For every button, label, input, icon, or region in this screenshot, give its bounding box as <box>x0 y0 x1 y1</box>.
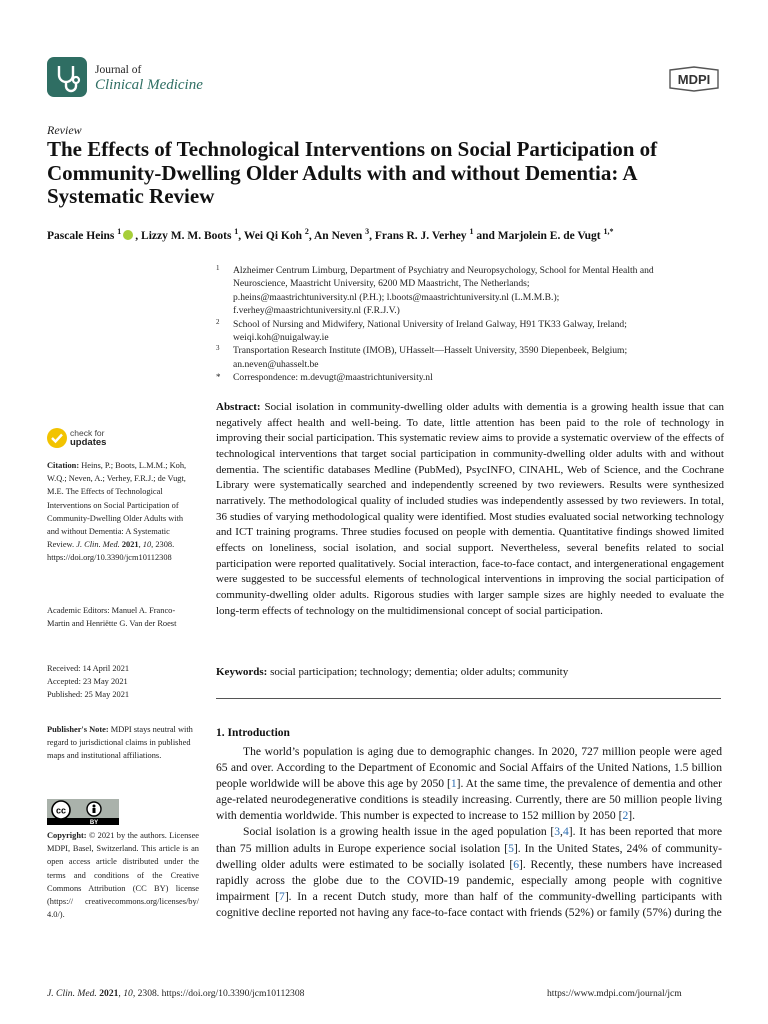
affiliation-line: School of Nursing and Midwifery, National University of Ireland Galway, H91 TK33 Galway, Ireland; <box>233 318 627 330</box>
check-for-updates-button[interactable] <box>47 428 127 450</box>
cc-badge-text: BY <box>89 820 99 825</box>
citation-year: 2021 <box>121 540 139 550</box>
citation-block: Citation: Heins, P.; Boots, L.M.M.; Koh, W.Q.; Neven, A.; Verhey, F.R.J.; de Vugt, M.E. The Effects of Technological Interventions on Social Participation of Community-Dwelling Older Adults with and without Dementia: A Systematic Review. J. Clin. Med. 2021, 10, 2308. https://doi.org/10.3390/jcm10112308 <box>47 461 187 563</box>
affiliation-number: 1 <box>216 264 220 272</box>
publisher-note-label: Publisher's Note: <box>47 725 109 734</box>
footer-year: 2021 <box>99 988 119 999</box>
reference-link[interactable]: 4 <box>562 825 569 839</box>
author-name[interactable]: Frans R. J. Verhey $^1$ <box>374 227 474 242</box>
article-type: Review <box>47 123 82 137</box>
body-text: ]. In a recent Dutch study, more than half of the community-dwelling participants with cognitive decline reported not having any face-to-face contact with friends (52%) or family (57%) during the <box>216 889 722 919</box>
publisher-note <box>47 723 197 763</box>
reference-link[interactable]: 3 <box>554 825 561 839</box>
section-heading-introduction: 1. Introduction <box>216 727 290 739</box>
stethoscope-icon <box>47 57 87 97</box>
mdpi-logo <box>668 66 720 92</box>
keywords <box>216 666 724 678</box>
citation-volume: 10 <box>142 540 152 550</box>
author-name[interactable]: An Neven $^3$ <box>314 227 370 242</box>
affiliation-item <box>216 318 726 345</box>
affiliation-line: Correspondence: m.devugt@maastrichtuniversity.nl <box>233 372 433 384</box>
article-title: The Effects of Technological Interventions on Social Participation of Community-Dwelling Older Adults with and without Dementia: A Systematic Review <box>47 137 658 208</box>
body-text: ]. At the same time, the prevalence of dementia and other age-related neurodegenerative conditions is steadily increasing. Currently, there are 50 million people living with dementia worldwide. This number is expected to increase to 152 million by 2050 [ <box>216 777 723 823</box>
publication-dates <box>47 662 197 702</box>
journal-logo <box>47 57 87 97</box>
affiliation-line: Transportation Research Institute (IMOB), UHasselt—Hasselt University, 3590 Diepenbeek, Belgium; <box>233 345 628 357</box>
check-updates-line2: updates <box>70 437 107 448</box>
affiliation-item <box>216 344 726 371</box>
academic-editors <box>47 604 197 630</box>
citation-pages: 2308. <box>155 540 175 550</box>
body-text: ]. In the United States, 24% of community-dwelling older adults were estimated to be socially isolated [ <box>216 841 722 871</box>
affiliation-line: Neuroscience, Maastricht University, 6200 MD Maastricht, The Netherlands; <box>233 278 530 290</box>
copyright-notice <box>47 829 199 921</box>
journal-name-line2: Clinical Medicine <box>95 77 203 93</box>
introduction-body <box>216 744 722 921</box>
check-updates-line1: check for <box>70 428 105 438</box>
citation-journal: J. Clin. Med. <box>76 540 120 550</box>
affiliation-line: Alzheimer Centrum Limburg, Department of Psychiatry and Neuropsychology, School for Mental Health and <box>233 265 654 276</box>
author-affiliation-number: 1 <box>234 227 239 236</box>
editors-names: Manuel A. Franco-Martin and Henriëtte G. Van der Roest <box>47 606 177 629</box>
mdpi-logo-text: MDPI <box>677 72 711 87</box>
intro-paragraph-1 <box>216 744 722 824</box>
author-name[interactable]: Lizzy M. M. Boots $^1$ <box>141 227 239 242</box>
body-text: ]. Recently, these numbers have increased rapidly across the globe due to the COVID-19 pandemic, especially among people with cognitive impairment [ <box>216 857 722 903</box>
orcid-icon[interactable] <box>123 230 133 240</box>
date-received: Received: 14 April 2021 <box>47 664 130 673</box>
reference-link[interactable]: 2 <box>622 809 629 823</box>
citation-text: Heins, P.; Boots, L.M.M.; Koh, W.Q.; Neven, A.; Verhey, F.R.J.; de Vugt, M.E. The Effects of Technological Interventions on Social Participation of Community-Dwelling Older Adults with and without Dementia: A Systematic Review. <box>47 461 187 550</box>
footer-journal: J. Clin. Med. <box>47 988 97 999</box>
copyright-text: © 2021 by the authors. Licensee MDPI, Basel, Switzerland. This article is an open access article distributed under the terms and conditions of the Creative Commons Attribution (CC BY) license (https:// creativecommons.org/licenses/by/ 4.0/). <box>47 831 199 920</box>
reference-link[interactable]: 6 <box>513 857 520 871</box>
affiliations <box>216 264 726 385</box>
author-affiliation-number: 1,* <box>603 227 614 236</box>
copyright-label: Copyright: <box>47 831 87 840</box>
author-affiliation-number: 1 <box>117 227 122 236</box>
editors-label: Academic Editors: <box>47 606 110 615</box>
abstract-text: Social isolation in community-dwelling older adults with dementia is a growing health issue that can negatively affect health and well-being. To date, little attention has been paid to the role of technology in improving their social participation. This systematic review aims to provide a systematic overview of the effects of technological interventions that target social participation in community-dwelling older adults with and without dementia. The scientific databases Medline (PubMed), PsycINFO, CINAHL, Web of Science, and the Cochrane Library were systematically searched and independently screened by two reviewers. Results were synthesized narratively. The methodological quality of included studies was independently assessed by two reviewers. In total, 36 studies of varying methodological quality were identified. Most studies evaluated social networking technology and ICT training programs. Three studies focused on people with dementia. Quantitative findings showed limited effects on loneliness, social isolation, and social support. Nevertheless, several benefits related to social participation were reported qualitatively. Social interaction, face-to-face contact, and intergenerational engagement were suggested to be successful elements of technological interventions in improving the social participation of community-dwelling older adults. Rigorous studies with larger sample sizes are highly needed to evaluate the long-term effects of technology on the multidimensional concept of social participation. <box>216 401 724 617</box>
footer-doi[interactable]: , 2308. https://doi.org/10.3390/jcm10112308 <box>132 988 305 999</box>
abstract-label: Abstract: <box>216 401 261 413</box>
reference-link[interactable]: 1 <box>450 777 457 791</box>
intro-paragraph-2 <box>216 824 722 921</box>
affiliation-number: 3 <box>216 344 220 353</box>
svg-text:cc: cc <box>55 805 67 816</box>
date-published: Published: 25 May 2021 <box>47 690 130 700</box>
abstract <box>216 400 724 619</box>
footer-volume: 10 <box>123 988 133 999</box>
author-affiliation-number: 1 <box>469 227 474 236</box>
author-name[interactable]: Marjolein E. de Vugt $^{1,*}$ <box>497 227 614 242</box>
reference-link[interactable]: 5 <box>508 841 514 855</box>
reference-link[interactable]: 7 <box>279 889 285 903</box>
affiliation-item <box>216 264 726 318</box>
body-text: ]. <box>628 809 636 823</box>
affiliation-item <box>216 371 726 384</box>
affiliation-line: an.neven@uhasselt.be <box>233 358 319 370</box>
author-list: Pascale Heins $^1$ , Lizzy M. M. Boots $^1$, Wei Qi Koh $^2$, An Neven $^3$, Frans R. J. Verhey $^1$ and Marjolein E. de Vugt $^{1,*}$ <box>47 227 614 242</box>
affiliation-number: * <box>216 372 221 383</box>
affiliation-line: weiqi.koh@nuigalway.ie <box>233 332 329 344</box>
citation-label: Citation: <box>47 461 80 470</box>
body-text: The world’s population is aging due to demographic changes. In 2020, 727 million people were aged 65 and over. According to the Department of Economic and Social Affairs of the United Nations, 1.5 billion people worldwide will be above this age by 2050 [ <box>216 745 722 791</box>
cc-by-license-badge[interactable] <box>47 799 119 825</box>
divider <box>216 698 721 699</box>
author-affiliation-number: 3 <box>365 227 370 236</box>
affiliation-line: p.heins@maastrichtuniversity.nl (P.H.); l.boots@maastrichtuniversity.nl (L.M.M.B.); <box>233 291 560 303</box>
affiliation-number: 2 <box>216 317 220 326</box>
body-text: Social isolation is a growing health issue in the aged population [ <box>243 825 555 839</box>
footer-journal-url[interactable]: https://www.mdpi.com/journal/jcm <box>547 988 682 999</box>
date-accepted: Accepted: 23 May 2021 <box>47 677 128 687</box>
author-affiliation-number: 2 <box>304 227 309 236</box>
footer-citation: J. Clin. Med. 2021, 10, 2308. https://doi.org/10.3390/jcm10112308 <box>47 988 305 999</box>
affiliation-line: f.verhey@maastrichtuniversity.nl (F.R.J.V.) <box>233 305 400 317</box>
body-text: , <box>560 825 563 839</box>
body-text: ]. It has been reported that more than 75 million adults in Europe experience social isolation [ <box>216 825 723 855</box>
checkmark-icon <box>47 428 67 448</box>
journal-name <box>95 63 203 93</box>
publisher-note-text: MDPI stays neutral with regard to jurisdictional claims in published maps and institutional affiliations. <box>47 725 193 761</box>
keywords-text: social participation; technology; dementia; older adults; community <box>270 666 569 678</box>
author-name[interactable]: Pascale Heins $^1$ <box>47 227 122 242</box>
author-name[interactable]: Wei Qi Koh $^2$ <box>243 227 309 242</box>
keywords-label: Keywords: <box>216 666 268 678</box>
journal-name-line1: Journal of <box>95 64 142 76</box>
citation-doi-link[interactable]: https://doi.org/10.3390/jcm10112308 <box>47 553 172 563</box>
